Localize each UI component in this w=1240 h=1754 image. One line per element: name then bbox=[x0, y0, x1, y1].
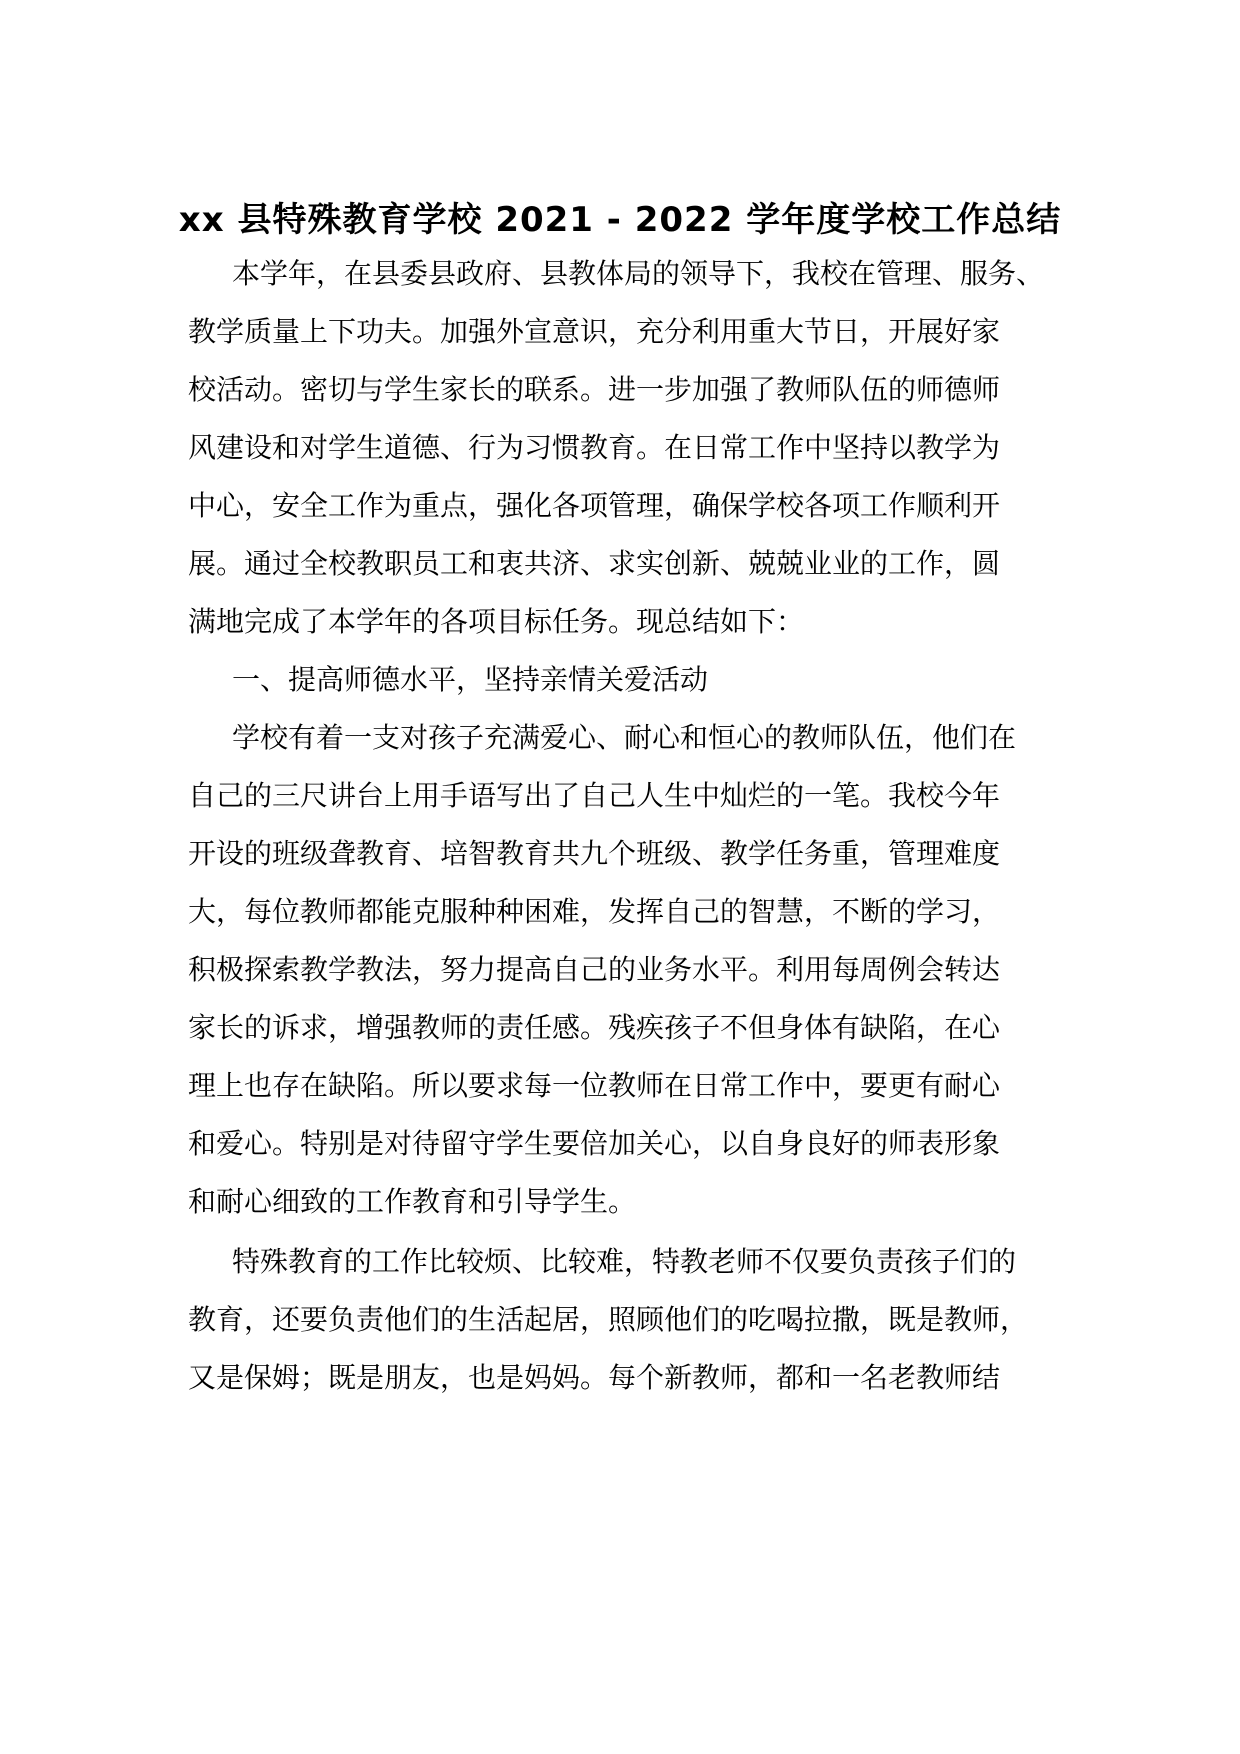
paragraph-line: 理上也存在缺陷。所以要求每一位教师在日常工作中，要更有耐心 bbox=[188, 1069, 1001, 1102]
paragraph-line: 本学年，在县委县政府、县教体局的领导下，我校在管理、服务、 bbox=[232, 257, 1045, 290]
paragraph-line: 积极探索教学教法，努力提高自己的业务水平。利用每周例会转达 bbox=[188, 953, 1001, 986]
section-heading: 一、提高师德水平，坚持亲情关爱活动 bbox=[232, 663, 709, 696]
paragraph-line: 展。通过全校教职员工和衷共济、求实创新、兢兢业业的工作，圆 bbox=[188, 547, 1001, 580]
document-title: xx 县特殊教育学校 2021 - 2022 学年度学校工作总结 bbox=[178, 200, 1062, 240]
paragraph-line: 学校有着一支对孩子充满爱心、耐心和恒心的教师队伍，他们在 bbox=[232, 721, 1017, 754]
paragraph-line: 和爱心。特别是对待留守学生要倍加关心，以自身良好的师表形象 bbox=[188, 1127, 1001, 1160]
paragraph-line: 开设的班级聋教育、培智教育共九个班级、教学任务重，管理难度 bbox=[188, 837, 1001, 870]
paragraph-line: 满地完成了本学年的各项目标任务。现总结如下： bbox=[188, 605, 805, 638]
paragraph-line: 教育，还要负责他们的生活起居，照顾他们的吃喝拉撒，既是教师， bbox=[188, 1303, 1029, 1336]
paragraph-line: 校活动。密切与学生家长的联系。进一步加强了教师队伍的师德师 bbox=[188, 373, 1001, 406]
paragraph-line: 教学质量上下功夫。加强外宣意识，充分利用重大节日，开展好家 bbox=[188, 315, 1001, 348]
paragraph-line: 和耐心细致的工作教育和引导学生。 bbox=[188, 1185, 637, 1218]
paragraph-line: 家长的诉求，增强教师的责任感。残疾孩子不但身体有缺陷，在心 bbox=[188, 1011, 1001, 1044]
paragraph-line: 特殊教育的工作比较烦、比较难，特教老师不仅要负责孩子们的 bbox=[232, 1245, 1017, 1278]
paragraph-line: 中心，安全工作为重点，强化各项管理，确保学校各项工作顺利开 bbox=[188, 489, 1001, 522]
paragraph-line: 又是保姆；既是朋友，也是妈妈。每个新教师，都和一名老教师结 bbox=[188, 1361, 1001, 1394]
paragraph-line: 大，每位教师都能克服种种困难，发挥自己的智慧，不断的学习， bbox=[188, 895, 1001, 928]
paragraph-line: 风建设和对学生道德、行为习惯教育。在日常工作中坚持以教学为 bbox=[188, 431, 1001, 464]
paragraph-line: 自己的三尺讲台上用手语写出了自己人生中灿烂的一笔。我校今年 bbox=[188, 779, 1001, 812]
